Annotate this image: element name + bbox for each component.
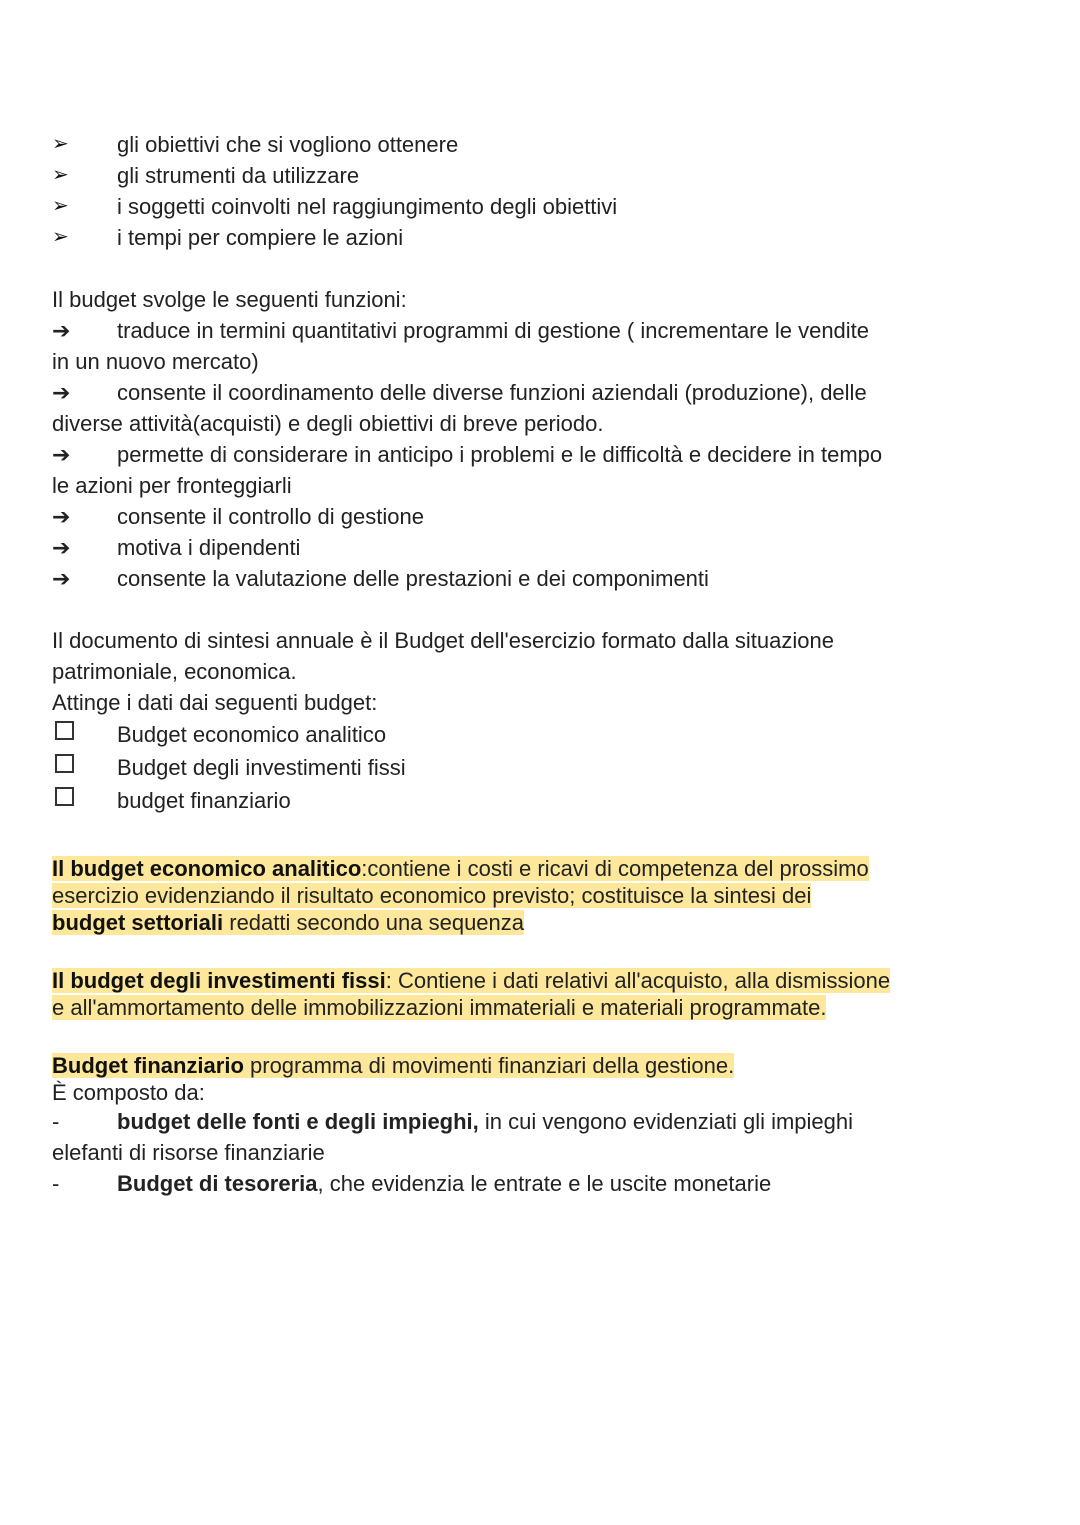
term-budget-investimenti: Il budget degli investimenti fissi bbox=[52, 968, 386, 993]
checkbox-icon[interactable] bbox=[55, 721, 74, 740]
list-item-text: traduce in termini quantitativi programmi di gestione ( incrementare le vendite bbox=[117, 318, 870, 343]
list-item bbox=[52, 129, 972, 160]
paragraph-line: Attinge i dati dai seguenti budget: bbox=[52, 690, 378, 715]
list-item bbox=[52, 160, 972, 191]
right-arrow-icon: ➔ bbox=[52, 380, 71, 405]
list-item bbox=[52, 191, 972, 222]
functions-intro: Il budget svolge le seguenti funzioni: bbox=[52, 287, 407, 312]
checklist-item-text: budget finanziario bbox=[117, 788, 291, 813]
list-item-continuation: diverse attività(acquisti) e degli obiettivi di breve periodo. bbox=[52, 411, 604, 436]
list-item bbox=[52, 501, 972, 532]
checklist-item bbox=[52, 751, 972, 784]
finanziario-section bbox=[52, 1052, 972, 1199]
list-item-text: consente il coordinamento delle diverse funzioni aziendali (produzione), delle bbox=[117, 380, 867, 405]
arrowhead-bullet-icon: ➢ bbox=[52, 195, 69, 217]
list-item bbox=[52, 315, 972, 377]
list-item bbox=[52, 563, 972, 594]
arrowhead-bullet-icon: ➢ bbox=[52, 226, 69, 248]
term-budget-settoriali: budget settoriali bbox=[52, 910, 224, 935]
paragraph-text: esercizio evidenziando il risultato economico previsto; costituisce la sintesi dei bbox=[52, 883, 812, 908]
list-item bbox=[52, 532, 972, 563]
paragraph-text: :contiene i costi e ricavi di competenza del prossimo bbox=[361, 856, 869, 881]
right-arrow-icon: ➔ bbox=[52, 535, 71, 560]
checklist-item bbox=[52, 718, 972, 751]
paragraph-line: patrimoniale, economica. bbox=[52, 659, 297, 684]
dash-bullet: - bbox=[52, 1109, 60, 1134]
right-arrow-icon: ➔ bbox=[52, 504, 71, 529]
document-page bbox=[52, 129, 972, 1199]
list-item bbox=[52, 377, 972, 439]
term-tesoreria: Budget di tesoreria bbox=[117, 1171, 318, 1196]
checklist-item-text: Budget degli investimenti fissi bbox=[117, 755, 406, 780]
term-budget-economico: budget economico analitico bbox=[70, 856, 362, 881]
list-item-text: i soggetti coinvolti nel raggiungimento degli obiettivi bbox=[117, 194, 618, 219]
list-item-text: in cui vengono evidenziati gli impieghi bbox=[478, 1109, 854, 1134]
list-item-continuation: le azioni per fronteggiarli bbox=[52, 473, 292, 498]
list-item-text: gli strumenti da utilizzare bbox=[117, 163, 360, 188]
economico-paragraph bbox=[52, 855, 972, 936]
paragraph-text: redatti secondo una sequenza bbox=[223, 910, 525, 935]
list-item-text: gli obiettivi che si vogliono ottenere bbox=[117, 132, 459, 157]
checklist-item-text: Budget economico analitico bbox=[117, 722, 387, 747]
right-arrow-icon: ➔ bbox=[52, 442, 71, 467]
list-item bbox=[52, 222, 972, 253]
bold-text: Il bbox=[52, 856, 71, 881]
list-item-text: i tempi per compiere le azioni bbox=[117, 225, 404, 250]
term-fonti-impieghi: budget delle fonti e degli impieghi, bbox=[117, 1109, 479, 1134]
arrowhead-bullet-icon: ➢ bbox=[52, 133, 69, 155]
list-item-continuation: elefanti di risorse finanziarie bbox=[52, 1140, 325, 1165]
list-item-text: , che evidenzia le entrate e le uscite monetarie bbox=[317, 1171, 772, 1196]
list-item bbox=[52, 439, 972, 501]
list-item bbox=[52, 1106, 972, 1168]
dash-bullet: - bbox=[52, 1171, 60, 1196]
checklist-item bbox=[52, 784, 972, 817]
checkbox-icon[interactable] bbox=[55, 787, 74, 806]
term-budget-finanziario: Budget finanziario bbox=[52, 1053, 244, 1078]
list-item-text: consente il controllo di gestione bbox=[117, 504, 424, 529]
paragraph-line: Il documento di sintesi annuale è il Budget dell'esercizio formato dalla situazione bbox=[52, 628, 834, 653]
functions-section bbox=[52, 284, 972, 594]
investimenti-paragraph bbox=[52, 967, 972, 1021]
synthesis-section bbox=[52, 625, 972, 817]
right-arrow-icon: ➔ bbox=[52, 318, 71, 343]
paragraph-text: : Contiene i dati relativi all'acquisto, alla dismissione bbox=[385, 968, 891, 993]
list-item-continuation: in un nuovo mercato) bbox=[52, 349, 259, 374]
paragraph-text: e all'ammortamento delle immobilizzazioni immateriali e materiali programmate. bbox=[52, 995, 827, 1020]
right-arrow-icon: ➔ bbox=[52, 566, 71, 591]
objectives-list bbox=[52, 129, 972, 253]
paragraph-text: programma di movimenti finanziari della gestione. bbox=[243, 1053, 735, 1078]
list-item bbox=[52, 1168, 972, 1199]
checkbox-icon[interactable] bbox=[55, 754, 74, 773]
list-item-text: permette di considerare in anticipo i problemi e le difficoltà e decidere in tempo bbox=[117, 442, 883, 467]
arrowhead-bullet-icon: ➢ bbox=[52, 164, 69, 186]
list-item-text: motiva i dipendenti bbox=[117, 535, 301, 560]
paragraph-line: È composto da: bbox=[52, 1080, 205, 1105]
list-item-text: consente la valutazione delle prestazioni e dei componimenti bbox=[117, 566, 709, 591]
